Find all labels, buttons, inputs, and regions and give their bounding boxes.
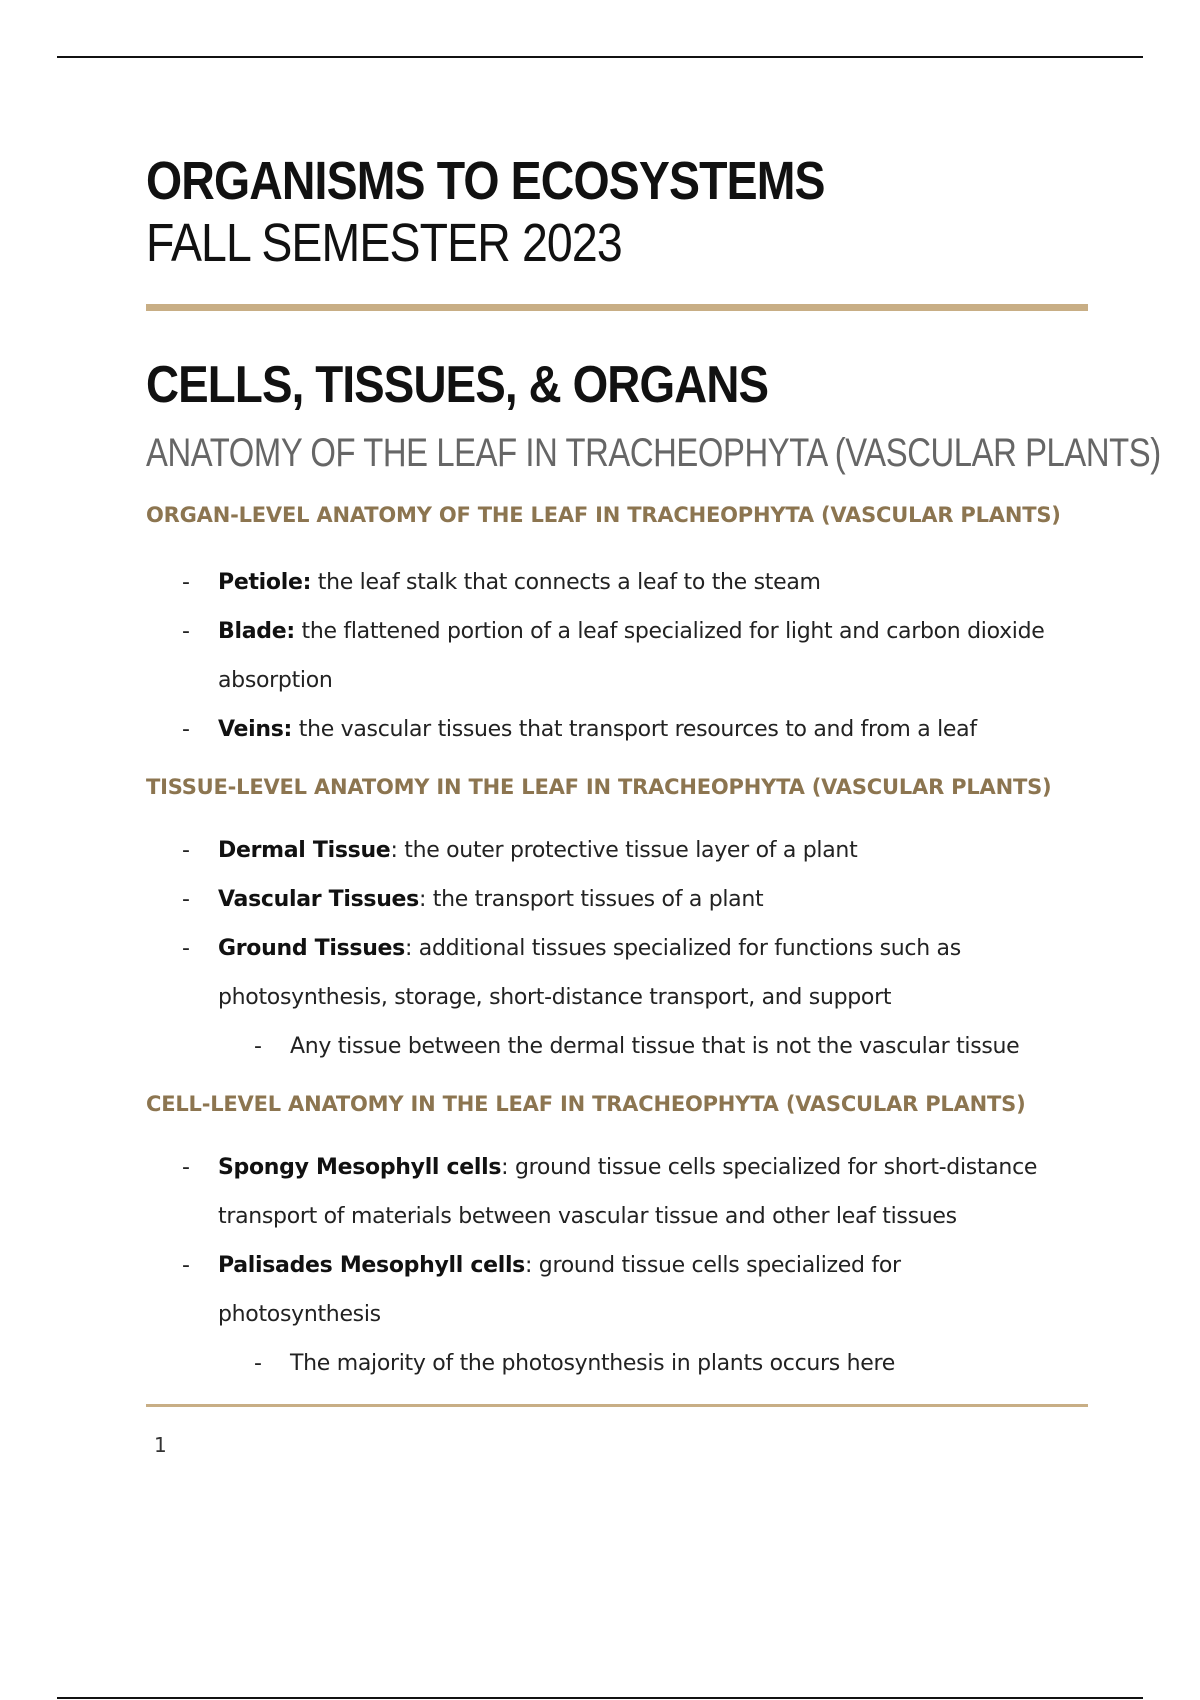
term: Blade: bbox=[218, 619, 295, 644]
section-heading: CELLS, TISSUES, & ORGANS bbox=[146, 356, 769, 414]
bullet-dash: - bbox=[182, 887, 190, 912]
definition: the flattened portion of a leaf specialized for light and carbon dioxide bbox=[294, 619, 1045, 644]
document-subtitle: FALL SEMESTER 2023 bbox=[146, 213, 622, 273]
term: Petiole: bbox=[218, 570, 312, 595]
list-item bbox=[146, 826, 1088, 875]
term: Spongy Mesophyll cells bbox=[218, 1155, 502, 1180]
list-item bbox=[146, 875, 1088, 924]
sub-heading: ANATOMY OF THE LEAF IN TRACHEOPHYTA (VASCULAR PLANTS) bbox=[146, 431, 1161, 475]
page-number: 1 bbox=[154, 1433, 167, 1457]
sub-list-item bbox=[146, 1339, 1088, 1388]
cell-level-list bbox=[146, 1143, 1088, 1388]
list-item bbox=[146, 705, 1088, 754]
list-item bbox=[146, 1143, 1088, 1241]
bullet-dash: - bbox=[182, 717, 190, 742]
cell-level-heading: CELL-LEVEL ANATOMY IN THE LEAF IN TRACHEOPHYTA (VASCULAR PLANTS) bbox=[146, 1092, 1026, 1116]
sub-item-text: The majority of the photosynthesis in plants occurs here bbox=[290, 1351, 896, 1376]
bullet-dash: - bbox=[182, 838, 190, 863]
definition: the vascular tissues that transport resources to and from a leaf bbox=[292, 717, 977, 742]
list-item bbox=[146, 558, 1088, 607]
title-divider bbox=[146, 304, 1088, 311]
definition-continuation: photosynthesis bbox=[218, 1302, 381, 1327]
bullet-dash: - bbox=[254, 1034, 262, 1059]
term: Ground Tissues bbox=[218, 936, 405, 961]
list-item bbox=[146, 607, 1088, 705]
bullet-dash: - bbox=[182, 1253, 190, 1278]
term: Veins: bbox=[218, 717, 293, 742]
bullet-dash: - bbox=[182, 619, 190, 644]
bullet-dash: - bbox=[182, 936, 190, 961]
definition-continuation: photosynthesis, storage, short-distance transport, and support bbox=[218, 985, 892, 1010]
definition: : additional tissues specialized for functions such as bbox=[404, 936, 961, 961]
bullet-dash: - bbox=[182, 1155, 190, 1180]
definition: : ground tissue cells specialized for short-distance bbox=[501, 1155, 1038, 1180]
sub-list-item bbox=[146, 1022, 1088, 1071]
term: Vascular Tissues bbox=[218, 887, 419, 912]
term: Dermal Tissue bbox=[218, 838, 391, 863]
organ-level-heading: ORGAN-LEVEL ANATOMY OF THE LEAF IN TRACHEOPHYTA (VASCULAR PLANTS) bbox=[146, 503, 1061, 527]
definition-continuation: absorption bbox=[218, 668, 333, 693]
definition: : the transport tissues of a plant bbox=[418, 887, 764, 912]
page-top-rule bbox=[57, 56, 1143, 58]
sub-item-text: Any tissue between the dermal tissue that is not the vascular tissue bbox=[290, 1034, 1020, 1059]
term: Palisades Mesophyll cells bbox=[218, 1253, 525, 1278]
list-item bbox=[146, 924, 1088, 1022]
tissue-level-heading: TISSUE-LEVEL ANATOMY IN THE LEAF IN TRACHEOPHYTA (VASCULAR PLANTS) bbox=[146, 775, 1052, 799]
bullet-dash: - bbox=[182, 570, 190, 595]
footer-divider bbox=[146, 1404, 1088, 1407]
document-title: ORGANISMS TO ECOSYSTEMS bbox=[146, 151, 825, 211]
document-content bbox=[146, 150, 1161, 1457]
definition: the leaf stalk that connects a leaf to the steam bbox=[311, 570, 821, 595]
bullet-dash: - bbox=[254, 1351, 262, 1376]
list-item bbox=[146, 1241, 1088, 1339]
page-bottom-rule bbox=[57, 1697, 1143, 1699]
tissue-level-list bbox=[146, 826, 1088, 1071]
definition: : ground tissue cells specialized for bbox=[524, 1253, 901, 1278]
organ-level-list bbox=[146, 558, 1088, 754]
definition-continuation: transport of materials between vascular tissue and other leaf tissues bbox=[218, 1204, 957, 1229]
definition: : the outer protective tissue layer of a plant bbox=[390, 838, 858, 863]
